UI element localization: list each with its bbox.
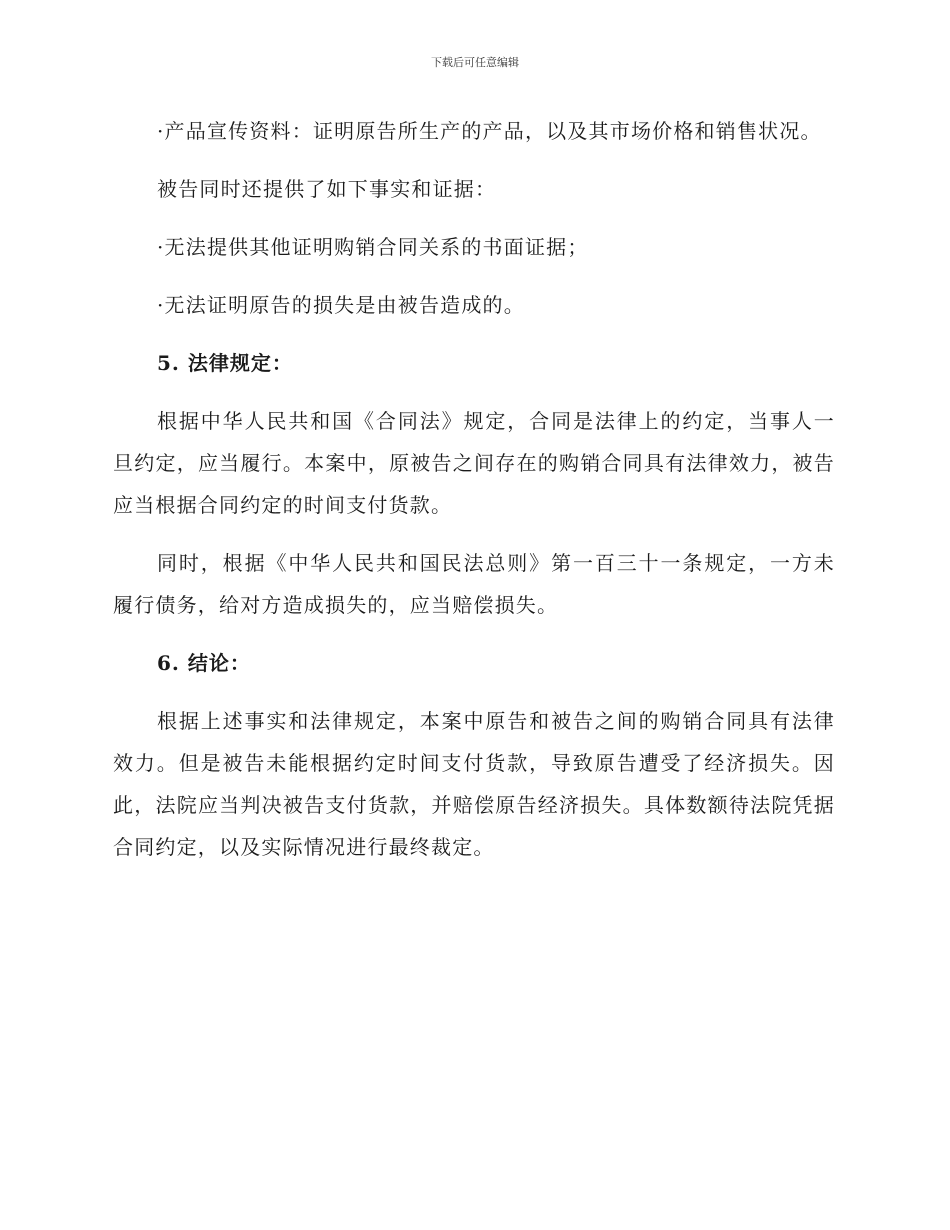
document-body bbox=[113, 110, 835, 868]
section-5-title: 5. 法律规定： bbox=[157, 351, 293, 375]
section-6-title: 6. 结论： bbox=[157, 651, 251, 675]
bullet-product-materials: ·产品宣传资料：证明原告所生产的产品，以及其市场价格和销售状况。 bbox=[157, 119, 822, 143]
bullet-no-loss-proof: ·无法证明原告的损失是由被告造成的。 bbox=[157, 293, 525, 317]
defendant-intro: 被告同时还提供了如下事实和证据： bbox=[157, 177, 497, 201]
section-5-paragraph-1: 根据中华人民共和国《合同法》规定，合同是法律上的约定，当事人一旦约定，应当履行。本案中，原被告之间存在的购销合同具有法律效力，被告应当根据合同约定的时间支付货款。 bbox=[113, 409, 835, 517]
section-6-paragraph-1: 根据上述事实和法律规定，本案中原告和被告之间的购销合同具有法律效力。但是被告未能根据约定时间支付货款，导致原告遭受了经济损失。因此，法院应当判决被告支付货款，并赔偿原告经济损失。具体数额待法院凭据合同约定，以及实际情况进行最终裁定。 bbox=[113, 709, 835, 859]
bullet-no-contract-evidence: ·无法提供其他证明购销合同关系的书面证据； bbox=[157, 235, 589, 259]
section-5-paragraph-2: 同时，根据《中华人民共和国民法总则》第一百三十一条规定，一方未履行债务，给对方造成损失的，应当赔偿损失。 bbox=[113, 551, 835, 617]
page-header: 下载后可任意编辑 bbox=[431, 56, 519, 69]
